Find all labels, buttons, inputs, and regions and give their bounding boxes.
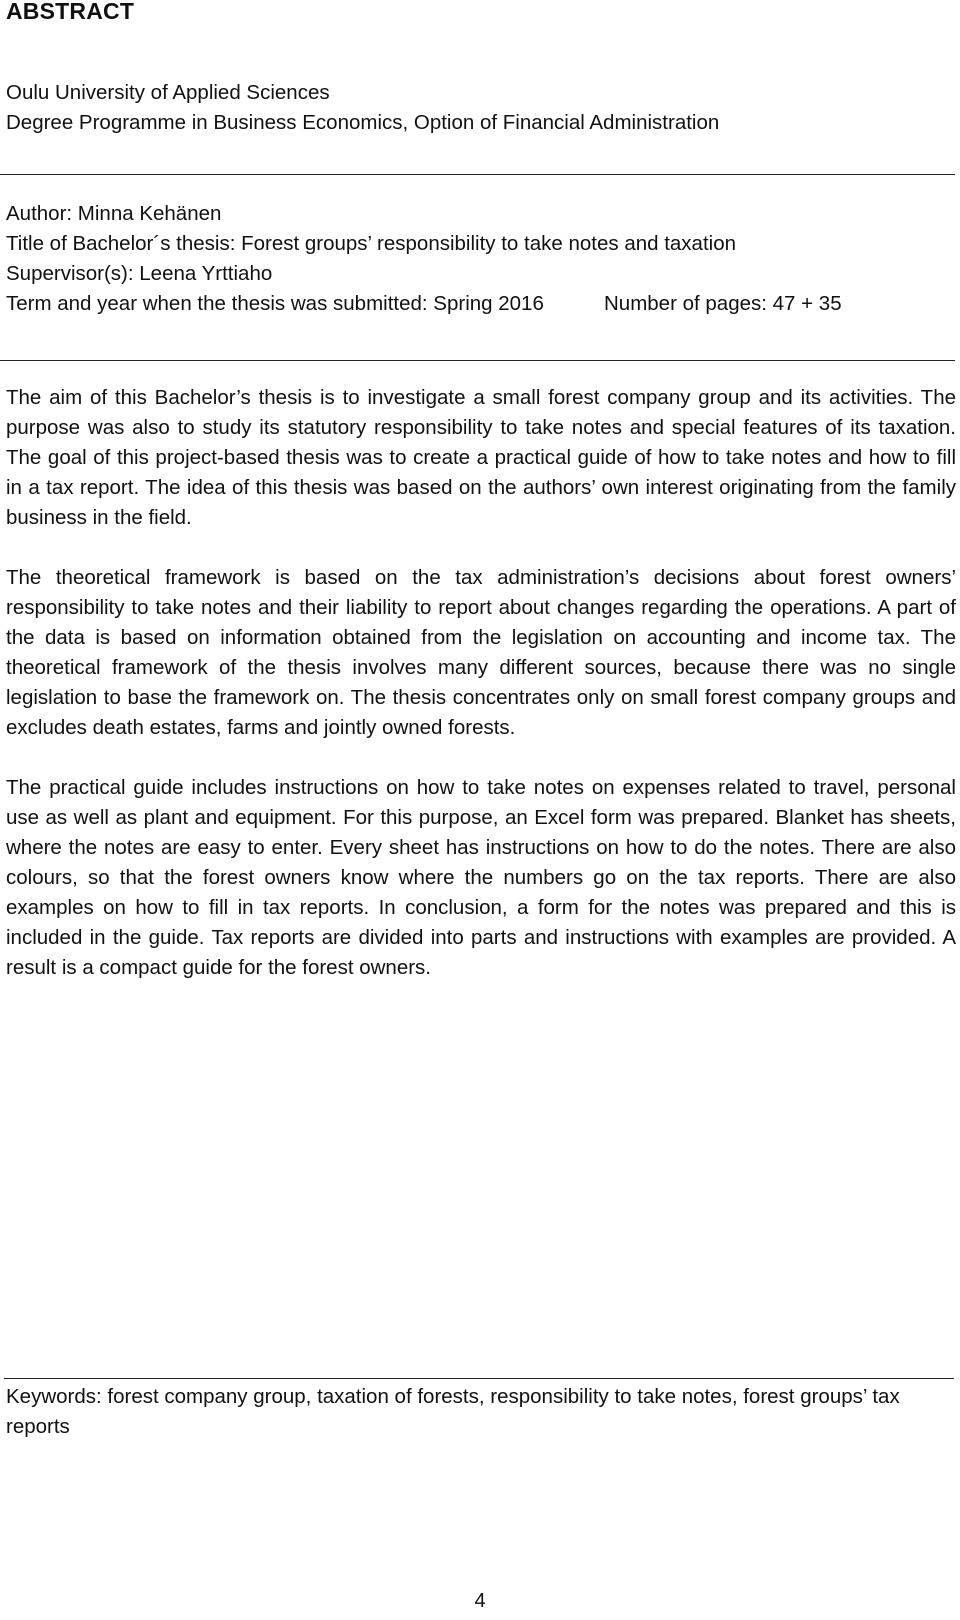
- thesis-title-line: Title of Bachelor´s thesis: Forest groups’ responsibility to take notes and taxation: [6, 232, 737, 255]
- abstract-paragraph-guide: The practical guide includes instructions on how to take notes on expenses related to travel, personal use as well as plant and equipment. For this purpose, an Excel form was prepared. Blanket has sheets, where the notes are easy to enter. Every sheet has instructions on how to do the notes. There are also colours, so that the forest owners know where the numbers go on the tax reports. There are also examples on how to fill in tax reports. In conclusion, a form for the notes was prepared and this is included in the guide. Tax reports are divided into parts and instructions with examples are provided. A result is a compact guide for the forest owners.: [6, 776, 956, 979]
- university-name: Oulu University of Applied Sciences: [6, 81, 330, 104]
- abstract-heading: ABSTRACT: [6, 0, 135, 24]
- abstract-body: [6, 383, 956, 1013]
- divider-keywords: [4, 1378, 954, 1379]
- author-line: Author: Minna Kehänen: [6, 202, 222, 225]
- thesis-metadata: [6, 199, 956, 319]
- abstract-paragraph-aim: The aim of this Bachelor’s thesis is to investigate a small forest company group and its activities. The purpose was also to study its statutory responsibility to take notes and special features of its taxation. The goal of this project-based thesis was to create a practical guide of how to take notes and how to fill in a tax report. The idea of this thesis was based on the authors’ own interest originating from the family business in the field.: [6, 386, 956, 529]
- abstract-paragraph-framework: The theoretical framework is based on the tax administration’s decisions about forest owners’ responsibility to take notes and their liability to report about changes regarding the operations. A part of the data is based on information obtained from the legislation on accounting and income tax. The theoretical framework of the thesis involves many different sources, because there was no single legislation to base the framework on. The thesis concentrates only on small forest company groups and excludes death estates, farms and jointly owned forests.: [6, 566, 956, 739]
- supervisor-line: Supervisor(s): Leena Yrttiaho: [6, 262, 273, 285]
- degree-programme: Degree Programme in Business Economics, Option of Financial Administration: [6, 111, 720, 134]
- keywords: Keywords: forest company group, taxation of forests, responsibility to take notes, forest groups’ tax reports: [6, 1385, 900, 1438]
- term-line: Term and year when the thesis was submitted: Spring 2016: [6, 292, 544, 315]
- divider-top: [0, 174, 955, 175]
- divider-middle: [0, 360, 955, 361]
- page-number: 4: [474, 1590, 486, 1612]
- institution-block: [6, 78, 956, 138]
- page-count: Number of pages: 47 + 35: [604, 292, 842, 315]
